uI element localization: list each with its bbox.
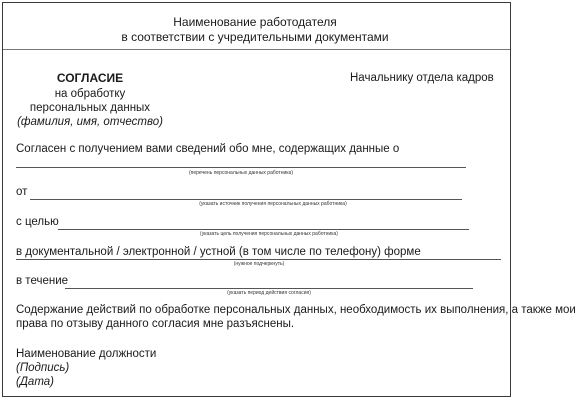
consent-form-options[interactable]: в документальной / электронной / устной (в том числе по телефону) форме (16, 246, 421, 258)
from-label: от (16, 186, 28, 198)
position-title-label: Наименование должности (16, 348, 157, 360)
employer-docs-label: в соответствии с учредительными документами (121, 30, 389, 44)
header-divider (3, 49, 510, 50)
rights-statement-line1: Содержание действий по обработке персональных данных, необходимость их выполнения, а также мои (16, 304, 576, 316)
purpose-label: с целью (16, 216, 59, 228)
period-label: в течение (16, 275, 69, 287)
data-list-field-line[interactable] (16, 167, 466, 168)
employer-name-label: Наименование работодателя (173, 15, 337, 29)
date-label: (Дата) (16, 376, 54, 388)
consent-form (2, 2, 576, 397)
purpose-field-line[interactable] (58, 229, 469, 230)
period-caption: (указать период действия согласия) (227, 290, 311, 296)
period-field-line[interactable] (65, 288, 473, 289)
data-list-caption: (перечень персональных данных работника) (189, 170, 293, 176)
recipient-label: Начальнику отдела кадров (350, 72, 494, 84)
document-title: СОГЛАСИЕ (56, 71, 124, 85)
source-caption: (указать источник получения персональных данных работника) (199, 201, 347, 207)
title-line-processing: на обработку (54, 88, 126, 100)
signature-label: (Подпись) (16, 362, 70, 374)
form-options-underline (16, 259, 501, 260)
source-field-line[interactable] (30, 199, 462, 200)
title-line-personal-data: персональных данных (29, 102, 151, 114)
underline-hint-caption: (нужное подчеркнуть) (233, 261, 285, 267)
consent-statement: Согласен с получением вами сведений обо мне, содержащих данные о (16, 143, 400, 155)
title-line-fullname: (фамилия, имя, отчество) (17, 116, 163, 128)
rights-statement-line2: права по отзыву данного согласия мне разъяснены. (16, 318, 295, 330)
purpose-caption: (указать цель получения персональных данных работника) (200, 231, 338, 237)
